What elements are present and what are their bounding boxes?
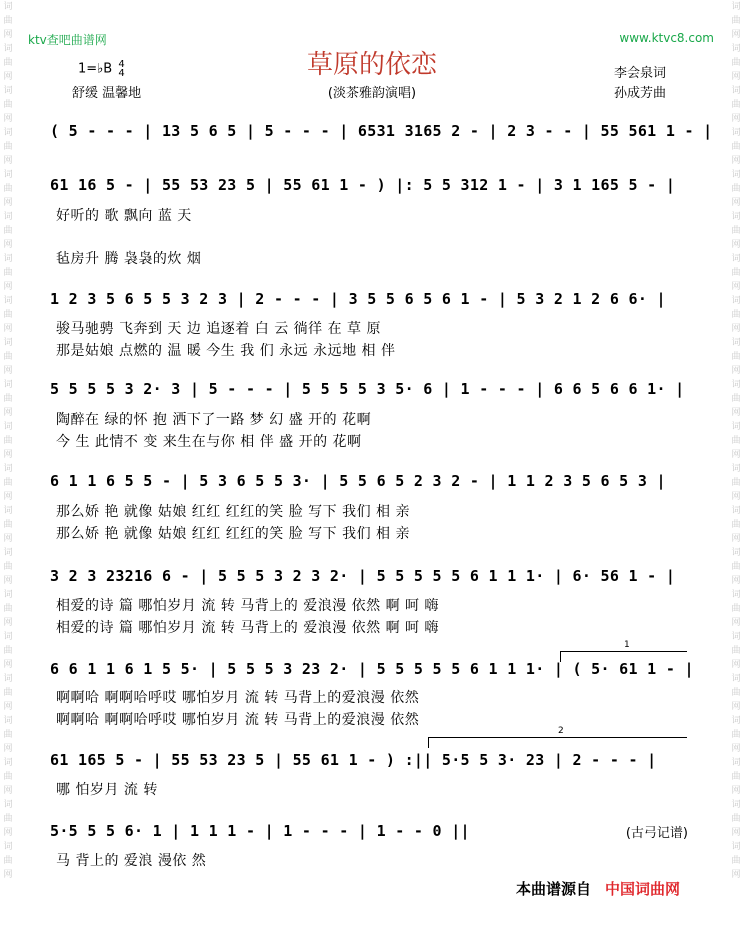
volta-label-2: 2 (558, 726, 564, 736)
score-line: 3 2 3 23216 6 - | 5 5 5 3 2 3 2· | 5 5 5 5 5 6 1 1 1· | 6· 56 1 - | (50, 567, 676, 585)
lyric-line: 好听的 歌 飘向 蓝 天 (56, 208, 192, 224)
lyric-line: 那么娇 艳 就像 姑娘 红红 红红的笑 脸 写下 我们 相 亲 (56, 504, 411, 520)
song-title: 草原的依恋 (306, 50, 437, 80)
lyric-line: 今 生 此情不 变 来生在与你 相 伴 盛 开的 花啊 (56, 434, 362, 450)
lyric-line: 那么娇 艳 就像 姑娘 红红 红红的笑 脸 写下 我们 相 亲 (56, 526, 411, 542)
score-line: 61 16 5 - | 55 53 23 5 | 55 61 1 - ) |: 5 5 312 1 - | 3 1 165 5 - | (50, 176, 676, 194)
score-line: 1 2 3 5 6 5 5 3 2 3 | 2 - - - | 3 5 5 6 5 6 1 - | 5 3 2 1 2 6 6· | (50, 290, 666, 308)
lyric-line: 骏马驰骋 飞奔到 天 边 追逐着 白 云 徜徉 在 草 原 (56, 321, 382, 337)
key-signature (78, 60, 125, 78)
lyric-line: 啊啊哈 啊啊哈呼哎 哪怕岁月 流 转 马背上的爱浪漫 依然 (56, 712, 420, 728)
composer: 孙成芳曲 (614, 86, 667, 101)
score-line: 61 165 5 - | 55 53 23 5 | 55 61 1 - ) :|| 5·5 5 3· 23 | 2 - - - | (50, 751, 657, 769)
volta-label-1: 1 (624, 640, 630, 650)
site-link-left[interactable]: ktv查吧曲谱网 (28, 33, 107, 47)
lyric-line: 那是姑娘 点燃的 温 暖 今生 我 们 永远 永远地 相 伴 (56, 343, 396, 359)
transcriber-note: (古弓记谱) (625, 826, 688, 841)
time-top: 4 (118, 59, 125, 70)
time-bottom: 4 (118, 68, 125, 79)
score-line: 5 5 5 5 3 2· 3 | 5 - - - | 5 5 5 5 3 5· 6 | 1 - - - | 6 6 5 6 6 1· | (50, 380, 685, 398)
time-signature (118, 60, 124, 78)
source-label: 本曲谱源自 (516, 880, 592, 898)
performer: (淡茶雅韵演唱) (327, 86, 417, 101)
source-credit (516, 878, 680, 899)
lyric-line: 相爱的诗 篇 哪怕岁月 流 转 马背上的 爱浪漫 依然 啊 呵 嗨 (56, 620, 440, 636)
watermark-right: 词曲网词曲网词曲网词曲网词曲网词曲网词曲网词曲网词曲网词曲网词曲网词曲网词曲网词曲网词曲网词曲网词曲网词曲网词曲网词曲网词曲网 (731, 2, 741, 880)
score-line: 6 1 1 6 5 5 - | 5 3 6 5 5 3· | 5 5 6 5 2 3 2 - | 1 1 2 3 5 6 5 3 | (50, 472, 666, 490)
site-link-right[interactable]: www.ktvc8.com (619, 31, 714, 45)
score-line: 5·5 5 5 6· 1 | 1 1 1 - | 1 - - - | 1 - - 0 || (50, 822, 470, 840)
lyric-line: 毡房升 腾 袅袅的炊 烟 (56, 251, 202, 267)
key-label: 1=♭B (78, 61, 113, 77)
score-line: 6 6 1 1 6 1 5 5· | 5 5 5 3 23 2· | 5 5 5 5 5 6 1 1 1· | ( 5· 61 1 - | (50, 660, 694, 678)
score-line: ( 5 - - - | 13 5 6 5 | 5 - - - | 6531 3165 2 - | 2 3 - - | 55 561 1 - | (50, 122, 713, 140)
lyric-line: 马 背上的 爱浪 漫依 然 (56, 853, 207, 869)
lyric-line: 哪 怕岁月 流 转 (56, 782, 158, 798)
lyricist: 李会泉词 (614, 66, 667, 81)
watermark-left: 词曲网词曲网词曲网词曲网词曲网词曲网词曲网词曲网词曲网词曲网词曲网词曲网词曲网词曲网词曲网词曲网词曲网词曲网词曲网词曲网词曲网 (3, 2, 13, 880)
lyric-line: 啊啊哈 啊啊哈呼哎 哪怕岁月 流 转 马背上的爱浪漫 依然 (56, 690, 420, 706)
tempo-marking: 舒缓 温馨地 (72, 86, 142, 101)
lyric-line: 陶醉在 绿的怀 抱 洒下了一路 梦 幻 盛 开的 花啊 (56, 412, 372, 428)
volta-bracket-2 (428, 726, 687, 748)
lyric-line: 相爱的诗 篇 哪怕岁月 流 转 马背上的 爱浪漫 依然 啊 呵 嗨 (56, 598, 440, 614)
source-site-link[interactable]: 中国词曲网 (605, 880, 681, 898)
